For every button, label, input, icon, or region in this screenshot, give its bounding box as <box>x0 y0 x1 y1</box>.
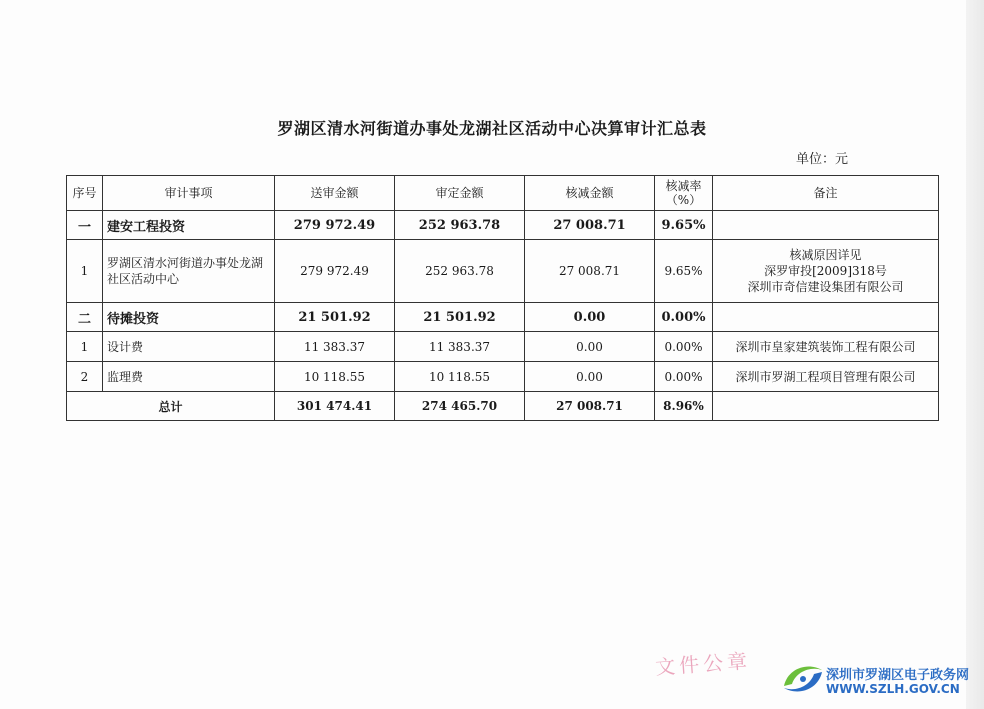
scan-edge-shade <box>966 0 984 709</box>
total-label: 总计 <box>67 392 275 421</box>
row-item: 设计费 <box>103 332 275 362</box>
row-no: 二 <box>67 303 103 332</box>
row-no: 2 <box>67 362 103 392</box>
row-note: 核减原因详见 深罗审投[2009]318号 深圳市奇信建设集团有限公司 <box>713 240 939 303</box>
table-row <box>67 303 939 332</box>
row-approved: 11 383.37 <box>395 332 525 362</box>
table-row <box>67 211 939 240</box>
site-url-link[interactable]: WWW.SZLH.GOV.CN <box>826 682 960 696</box>
row-submitted: 21 501.92 <box>275 303 395 332</box>
row-submitted: 11 383.37 <box>275 332 395 362</box>
row-submitted: 279 972.49 <box>275 211 395 240</box>
unit-label: 单位：元 <box>796 152 849 167</box>
row-item: 监理费 <box>103 362 275 392</box>
row-rate: 0.00% <box>655 362 713 392</box>
header-approved: 审定金额 <box>395 176 525 211</box>
row-rate: 9.65% <box>655 211 713 240</box>
header-reduced: 核减金额 <box>525 176 655 211</box>
table-row <box>67 362 939 392</box>
audit-summary-table <box>66 175 939 421</box>
total-note <box>713 392 939 421</box>
row-item: 待摊投资 <box>103 303 275 332</box>
row-approved: 10 118.55 <box>395 362 525 392</box>
row-item: 罗湖区清水河街道办事处龙湖社区活动中心 <box>103 240 275 303</box>
row-note: 深圳市罗湖工程项目管理有限公司 <box>713 362 939 392</box>
table-row <box>67 240 939 303</box>
row-submitted: 10 118.55 <box>275 362 395 392</box>
swirl-logo-icon[interactable] <box>778 656 828 700</box>
row-approved: 252 963.78 <box>395 211 525 240</box>
header-no: 序号 <box>67 176 103 211</box>
row-reduced: 27 008.71 <box>525 211 655 240</box>
table-row <box>67 332 939 362</box>
row-no: 一 <box>67 211 103 240</box>
row-rate: 9.65% <box>655 240 713 303</box>
row-approved: 21 501.92 <box>395 303 525 332</box>
row-no: 1 <box>67 240 103 303</box>
row-reduced: 0.00 <box>525 362 655 392</box>
row-rate: 0.00% <box>655 303 713 332</box>
document-title: 罗湖区清水河街道办事处龙湖社区活动中心决算审计汇总表 <box>277 119 707 138</box>
row-note <box>713 211 939 240</box>
row-reduced: 27 008.71 <box>525 240 655 303</box>
header-rate: 核减率（%） <box>655 176 713 211</box>
row-note <box>713 303 939 332</box>
row-reduced: 0.00 <box>525 303 655 332</box>
total-rate: 8.96% <box>655 392 713 421</box>
header-item: 审计事项 <box>103 176 275 211</box>
row-rate: 0.00% <box>655 332 713 362</box>
row-reduced: 0.00 <box>525 332 655 362</box>
row-approved: 252 963.78 <box>395 240 525 303</box>
total-submitted: 301 474.41 <box>275 392 395 421</box>
total-approved: 274 465.70 <box>395 392 525 421</box>
table-header-row <box>67 176 939 211</box>
header-submitted: 送审金额 <box>275 176 395 211</box>
row-submitted: 279 972.49 <box>275 240 395 303</box>
row-note: 深圳市皇家建筑装饰工程有限公司 <box>713 332 939 362</box>
faded-stamp: 文件公章 <box>654 648 752 680</box>
site-name-link[interactable]: 深圳市罗湖区电子政务网 <box>826 668 970 683</box>
total-reduced: 27 008.71 <box>525 392 655 421</box>
row-item: 建安工程投资 <box>103 211 275 240</box>
table-total-row <box>67 392 939 421</box>
header-note: 备注 <box>713 176 939 211</box>
row-no: 1 <box>67 332 103 362</box>
